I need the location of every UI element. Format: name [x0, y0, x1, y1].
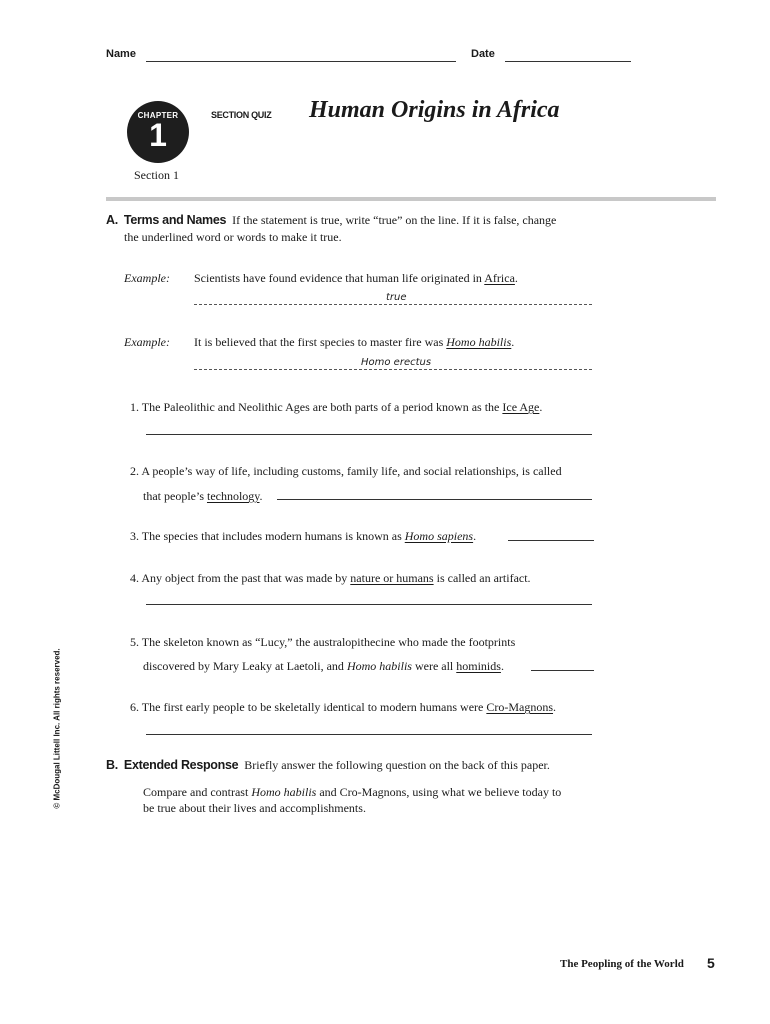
quiz-label: SECTION QUIZ: [211, 110, 272, 120]
part-a-instructions-1: If the statement is true, write “true” on the line. If it is false, change: [232, 213, 557, 227]
underlined-term: Africa: [484, 271, 515, 285]
answer-line[interactable]: [508, 540, 594, 541]
part-a-title: Terms and Names: [123, 213, 227, 227]
answer-line[interactable]: [146, 734, 592, 735]
example-statement: Scientists have found evidence that human life originated in Africa.: [194, 271, 518, 285]
question-5: 5. The skeleton known as “Lucy,” the australopithecine who made the footprints: [130, 635, 516, 649]
underlined-term: nature or humans: [350, 571, 434, 585]
date-line[interactable]: [505, 61, 631, 62]
question-4: 4. Any object from the past that was made by nature or humans is called an artifact.: [130, 571, 531, 585]
chapter-number: 1: [149, 117, 167, 153]
underlined-term: hominids: [456, 659, 501, 673]
answer-line[interactable]: [194, 369, 592, 370]
question-2-line-2: that people’s technology.: [143, 489, 263, 503]
header-divider: [106, 197, 716, 201]
part-a-instructions-2: the underlined word or words to make it true.: [124, 230, 342, 244]
part-b-instructions: Briefly answer the following question on the back of this paper.: [244, 758, 550, 772]
underlined-term: Homo habilis: [446, 335, 512, 349]
example-answer: true: [386, 292, 407, 303]
part-b-prompt: Compare and contrast Homo habilis and Cro-Magnons, using what we believe today to: [143, 785, 562, 799]
name-label: Name: [106, 48, 136, 60]
part-a-heading: [106, 213, 556, 227]
example-label: Example:: [124, 271, 170, 285]
underlined-term: Homo sapiens: [404, 529, 474, 543]
underlined-term: technology: [206, 489, 260, 503]
answer-line[interactable]: [194, 304, 592, 305]
answer-line[interactable]: [146, 604, 592, 605]
question-6: 6. The first early people to be skeletally identical to modern humans were Cro-Magnons.: [130, 700, 557, 714]
footer-unit-title: The Peopling of the World: [560, 958, 684, 970]
part-b-title: Extended Response: [123, 758, 239, 772]
chapter-label: CHAPTER: [137, 111, 179, 120]
answer-line[interactable]: [146, 434, 592, 435]
question-1: 1. The Paleolithic and Neolithic Ages are both parts of a period known as the Ice Age.: [130, 400, 543, 414]
name-line[interactable]: [146, 61, 456, 62]
question-5-line-2: discovered by Mary Leaky at Laetoli, and Homo habilis were all hominids.: [143, 659, 504, 673]
example-answer: Homo erectus: [361, 357, 432, 368]
example-statement: It is believed that the first species to master fire was Homo habilis.: [194, 335, 515, 349]
part-b-prompt-line-2: be true about their lives and accomplishments.: [143, 801, 366, 815]
chapter-badge: [127, 101, 189, 163]
question-3: 3. The species that includes modern humans is known as Homo sapiens.: [130, 529, 477, 543]
part-a-letter: A.: [106, 213, 118, 227]
page-title: Human Origins in Africa: [309, 97, 560, 123]
part-b-heading: [106, 758, 550, 772]
page-number: 5: [707, 955, 715, 971]
question-2: 2. A people’s way of life, including customs, family life, and social relationships, is called: [130, 464, 562, 478]
answer-line[interactable]: [531, 670, 594, 671]
part-b-letter: B.: [106, 758, 118, 772]
underlined-term: Ice Age: [502, 400, 540, 414]
answer-line[interactable]: [277, 499, 592, 500]
section-label: Section 1: [134, 168, 179, 182]
date-label: Date: [471, 48, 495, 60]
copyright-notice: © McDougal Littell Inc. All rights reserved.: [52, 648, 62, 809]
underlined-term: Cro-Magnons: [486, 700, 554, 714]
example-label: Example:: [124, 335, 170, 349]
